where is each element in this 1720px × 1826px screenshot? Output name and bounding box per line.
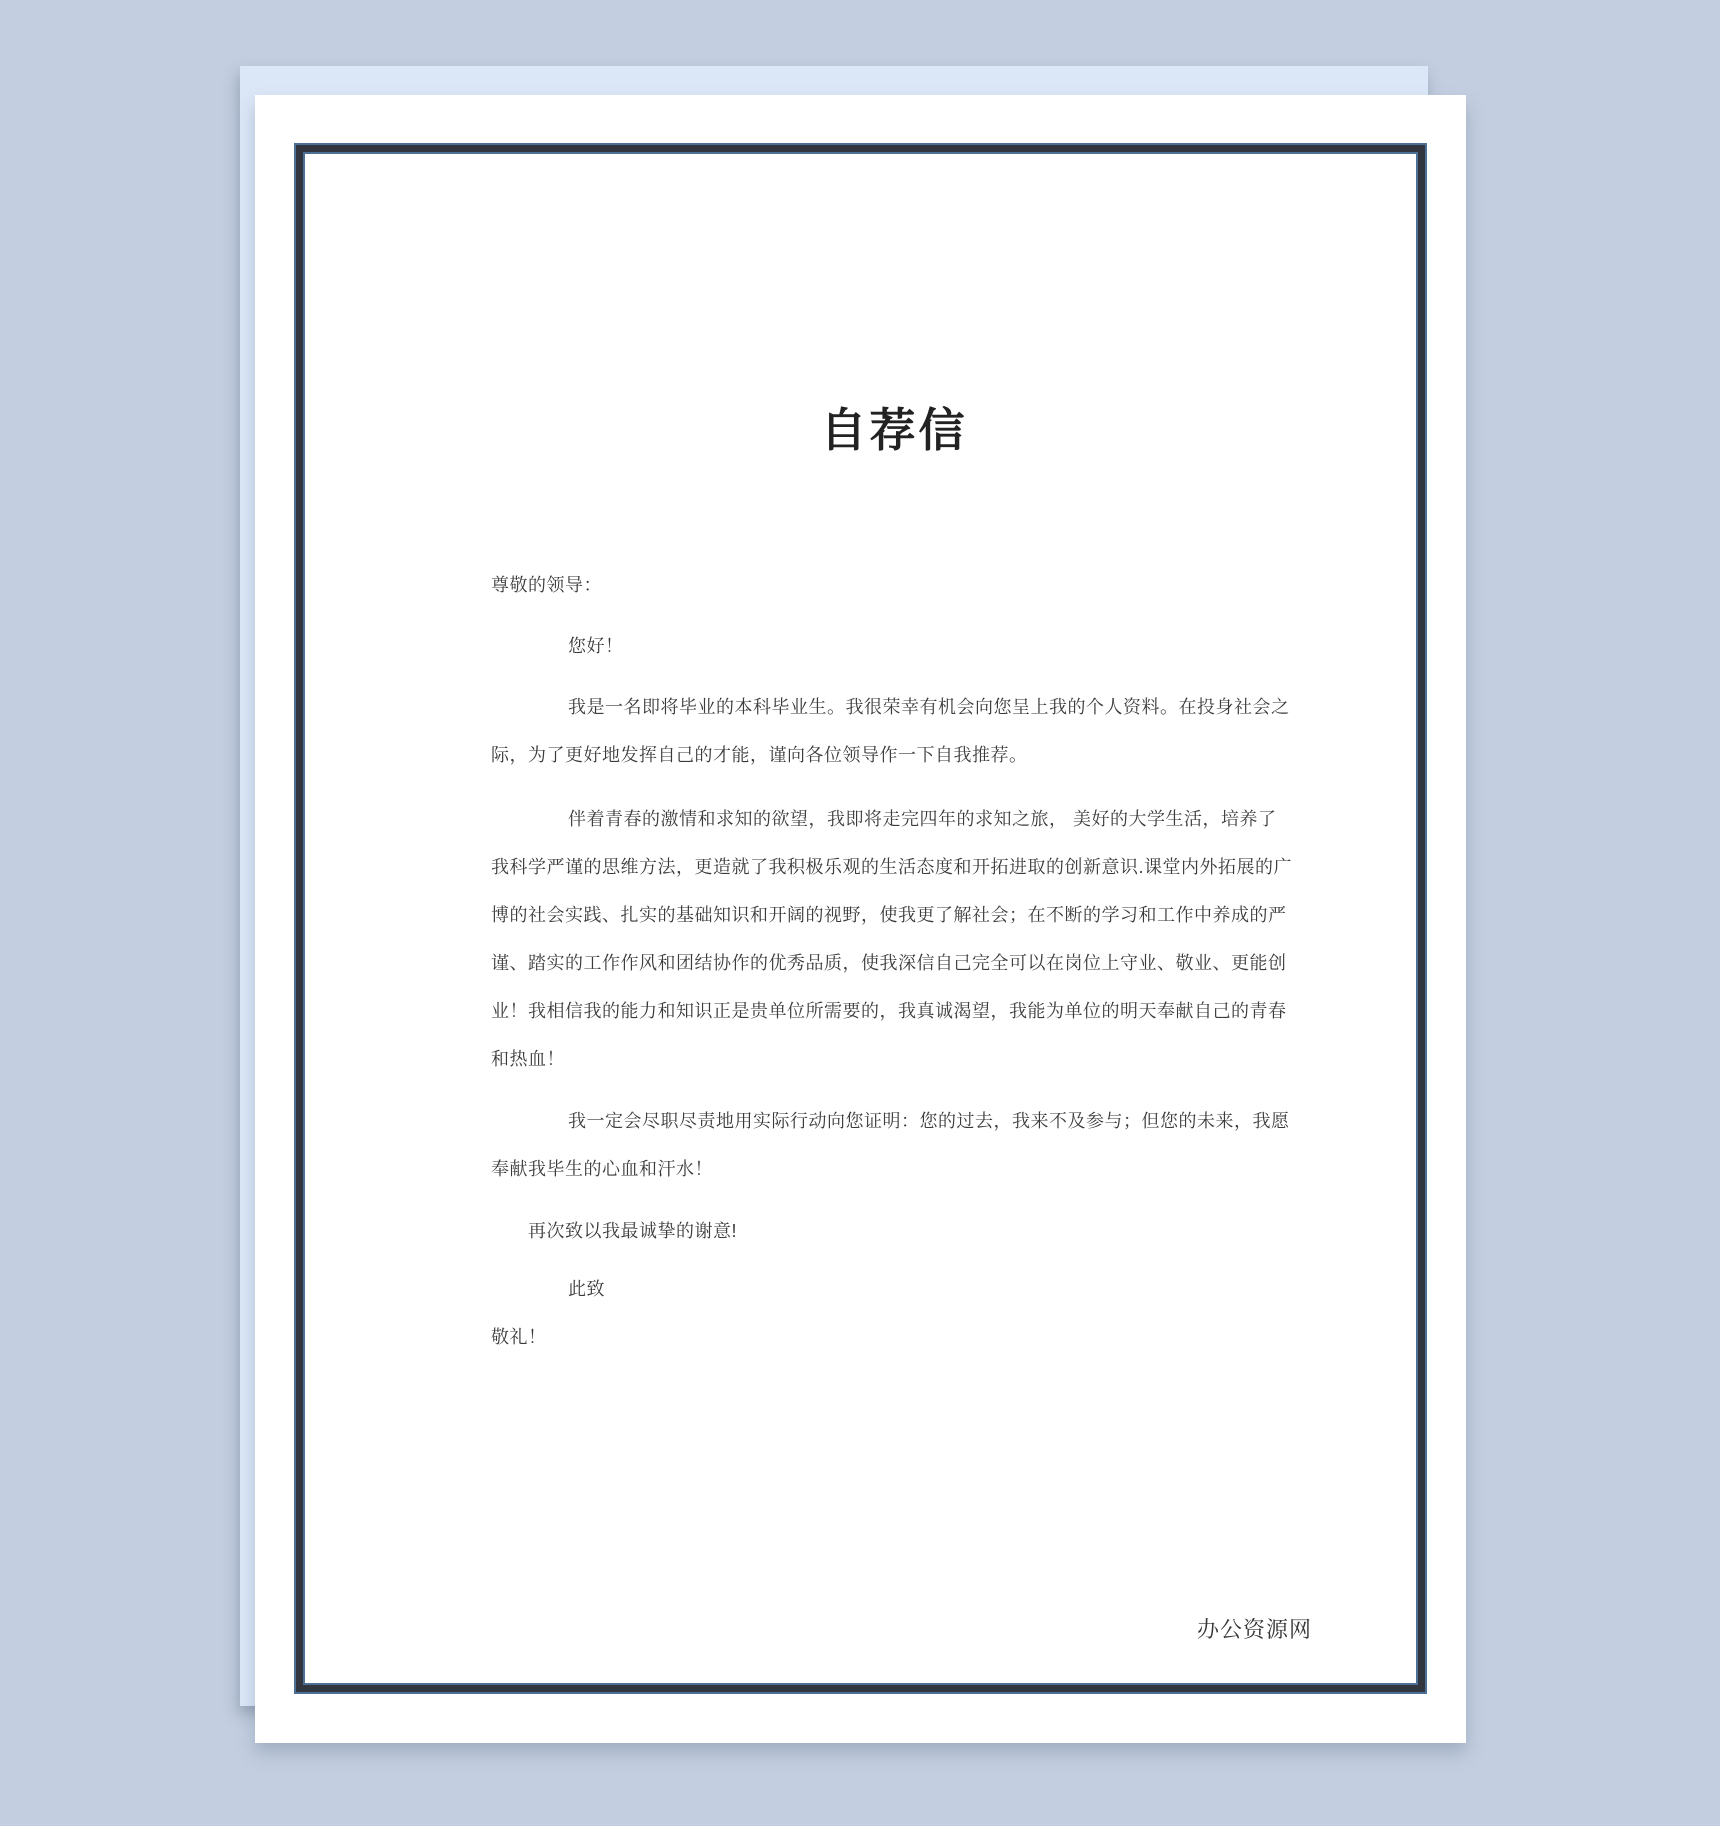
letter-line: 际，为了更好地发挥自己的才能，谨向各位领导作一下自我推荐。	[491, 745, 1028, 765]
letter-line: 博的社会实践、扎实的基础知识和开阔的视野，使我更了解社会；在不断的学习和工作中养成的严	[491, 905, 1287, 925]
letter-line: 此致	[568, 1279, 605, 1299]
closing-paragraph	[491, 1265, 1297, 1361]
letter-line: 我一定会尽职尽责地用实际行动向您证明：您的过去，我来不及参与；但您的未来，我愿	[568, 1111, 1290, 1131]
body-paragraph	[491, 795, 1297, 1083]
letter-line: 伴着青春的激情和求知的欲望，我即将走完四年的求知之旅， 美好的大学生活，培养了	[568, 809, 1277, 829]
letter-line: 奉献我毕生的心血和汗水！	[491, 1159, 713, 1179]
letter-line: 我是一名即将毕业的本科毕业生。我很荣幸有机会向您呈上我的个人资料。在投身社会之	[568, 697, 1290, 717]
letter-line: 我科学严谨的思维方法，更造就了我积极乐观的生活态度和开拓进取的创新意识.课堂内外拓展的广	[491, 857, 1292, 877]
letter-line: 谨、踏实的工作作风和团结协作的优秀品质，使我深信自己完全可以在岗位上守业、敬业、更能创	[491, 953, 1287, 973]
letter-line: 您好！	[568, 636, 624, 656]
page-border-frame	[296, 145, 1425, 1692]
letter-line: 再次致以我最诚挚的谢意!	[528, 1221, 737, 1241]
page-content	[305, 154, 1416, 1683]
letter-page	[255, 95, 1466, 1743]
page-title: 自荐信	[820, 404, 968, 456]
pledge-paragraph	[491, 1097, 1297, 1193]
letter-line: 敬礼！	[491, 1327, 547, 1347]
greeting-paragraph	[491, 622, 1297, 670]
salutation-paragraph	[491, 561, 1297, 609]
thanks-paragraph	[491, 1207, 1297, 1255]
letter-line: 和热血！	[491, 1049, 565, 1069]
intro-paragraph	[491, 683, 1297, 779]
letter-line: 业！我相信我的能力和知识正是贵单位所需要的，我真诚渴望，我能为单位的明天奉献自己的青春	[491, 1001, 1287, 1021]
letter-line: 尊敬的领导：	[491, 575, 602, 595]
publisher-watermark: 办公资源网	[1196, 1617, 1312, 1642]
